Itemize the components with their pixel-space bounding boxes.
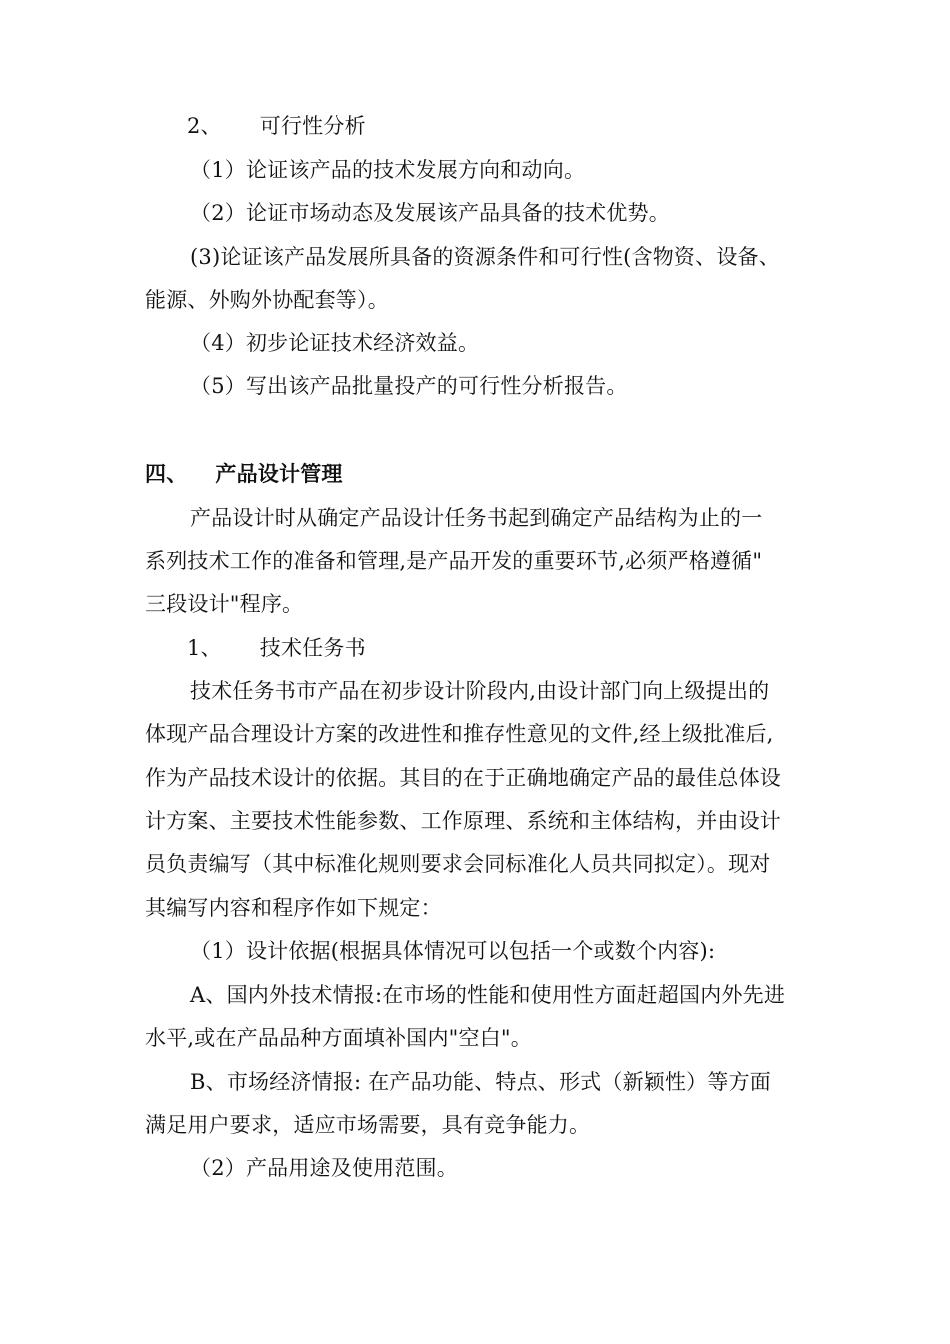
list-item: （2）论证市场动态及发展该产品具备的技术优势。 xyxy=(190,201,670,225)
subsection-number: 1、 xyxy=(187,636,222,660)
list-item: （4）初步论证技术经济效益。 xyxy=(190,331,480,355)
list-item: （5）写出该产品批量投产的可行性分析报告。 xyxy=(190,374,628,398)
paragraph-line: 体现产品合理设计方案的改进性和推存性意见的文件,经上级批准后, xyxy=(145,722,774,746)
subsection-heading-feasibility xyxy=(187,112,366,140)
paragraph-line: 三段设计"程序。 xyxy=(145,592,304,616)
paragraph-line: 水平,或在产品品种方面填补国内"空白"。 xyxy=(145,1026,532,1050)
list-item: （1）设计依据(根据具体情况可以包括一个或数个内容): xyxy=(190,939,716,963)
list-item: (3)论证该产品发展所具备的资源条件和可行性(含物资、设备、 xyxy=(190,245,780,269)
subsection-title: 可行性分析 xyxy=(259,114,366,138)
section-number: 四、 xyxy=(145,461,188,486)
subsection-heading-task-book xyxy=(187,634,366,662)
section-title: 产品设计管理 xyxy=(215,461,343,486)
list-item: （2）产品用途及使用范围。 xyxy=(190,1156,458,1180)
paragraph-line: A、国内外技术情报:在市场的性能和使用性方面赶超国内外先进 xyxy=(190,983,786,1007)
list-item: （1）论证该产品的技术发展方向和动向。 xyxy=(190,158,586,182)
paragraph-line: 技术任务书市产品在初步设计阶段内,由设计部门向上级提出的 xyxy=(190,679,770,703)
paragraph-line: 作为产品技术设计的依据。其目的在于正确地确定产品的最佳总体设 xyxy=(145,766,781,790)
paragraph-line: B、市场经济情报: 在产品功能、特点、形式（新颖性）等方面 xyxy=(190,1070,771,1094)
paragraph-line: 员负责编写（其中标准化规则要求会同标准化人员共同拟定）。现对 xyxy=(145,852,771,876)
paragraph-line: 其编写内容和程序作如下规定： xyxy=(145,896,442,920)
subsection-title: 技术任务书 xyxy=(259,636,366,660)
paragraph-line: 产品设计时从确定产品设计任务书起到确定产品结构为止的一 xyxy=(190,506,763,530)
list-item-continuation: 能源、外购外协配套等）。 xyxy=(145,288,389,312)
subsection-number: 2、 xyxy=(187,114,222,138)
paragraph-line: 系列技术工作的准备和管理,是产品开发的重要环节,必须严格遵循" xyxy=(145,549,763,573)
paragraph-line: 计方案、主要技术性能参数、工作原理、系统和主体结构，并由设计 xyxy=(145,809,781,833)
paragraph-line: 满足用户要求，适应市场需要，具有竞争能力。 xyxy=(145,1113,591,1137)
section-heading-product-design xyxy=(145,460,343,488)
